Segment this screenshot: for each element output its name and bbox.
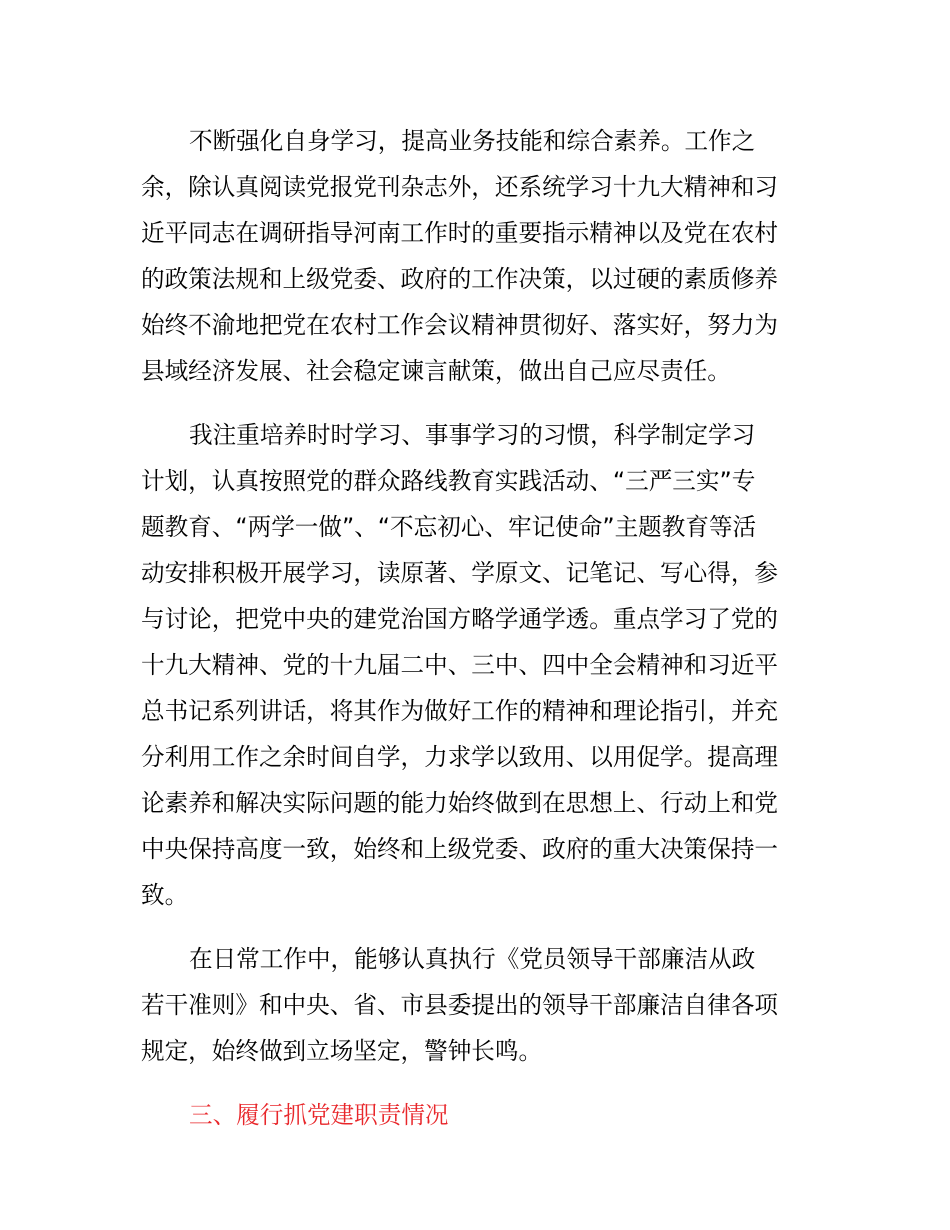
text-line: 致。 bbox=[141, 881, 189, 909]
paragraph-spacer bbox=[141, 918, 813, 936]
paragraph-spacer bbox=[141, 1074, 813, 1092]
text-line: 动安排积极开展学习，读原著、学原文、记笔记、写心得，参 bbox=[141, 559, 779, 587]
text-line: 若干准则》和中央、省、市县委提出的领导干部廉洁自律各项 bbox=[141, 991, 779, 1019]
document-body bbox=[141, 118, 813, 1138]
paragraph-study-habits bbox=[141, 412, 813, 918]
text-line: 总书记系列讲话，将其作为做好工作的精神和理论指引，并充 bbox=[141, 697, 779, 725]
text-line: 不断强化自身学习，提高业务技能和综合素养。工作之 bbox=[189, 127, 756, 155]
text-line: 始终不渝地把党在农村工作会议精神贯彻好、落实好，努力为 bbox=[141, 311, 779, 339]
text-line: 县域经济发展、社会稳定谏言献策，做出自己应尽责任。 bbox=[141, 357, 731, 385]
text-line: 十九大精神、党的十九届二中、三中、四中全会精神和习近平 bbox=[141, 651, 779, 679]
text-line: 题教育、“两学一做”、“不忘初心、牢记使命”主题教育等活 bbox=[141, 513, 757, 541]
text-line: 与讨论，把党中央的建党治国方略学通学透。重点学习了党的 bbox=[141, 605, 779, 633]
text-line: 计划，认真按照党的群众路线教育实践活动、“三严三实”专 bbox=[141, 467, 756, 495]
section-heading-block bbox=[141, 1092, 813, 1138]
text-line: 分利用工作之余时间自学，力求学以致用、以用促学。提高理 bbox=[141, 743, 779, 771]
paragraph-integrity bbox=[141, 936, 813, 1074]
section-heading: 三、履行抓党建职责情况 bbox=[189, 1101, 449, 1129]
text-line: 我注重培养时时学习、事事学习的习惯，科学制定学习 bbox=[189, 421, 756, 449]
text-line: 余，除认真阅读党报党刊杂志外，还系统学习十九大精神和习 bbox=[141, 173, 779, 201]
text-line: 中央保持高度一致，始终和上级党委、政府的重大决策保持一 bbox=[141, 835, 779, 863]
text-line: 在日常工作中，能够认真执行《党员领导干部廉洁从政 bbox=[189, 945, 756, 973]
text-line: 的政策法规和上级党委、政府的工作决策，以过硬的素质修养 bbox=[141, 265, 779, 293]
paragraph-spacer bbox=[141, 394, 813, 412]
text-line: 论素养和解决实际问题的能力始终做到在思想上、行动上和党 bbox=[141, 789, 779, 817]
text-line: 近平同志在调研指导河南工作时的重要指示精神以及党在农村 bbox=[141, 219, 779, 247]
text-line: 规定，始终做到立场坚定，警钟长鸣。 bbox=[141, 1037, 543, 1065]
paragraph-self-study bbox=[141, 118, 813, 394]
